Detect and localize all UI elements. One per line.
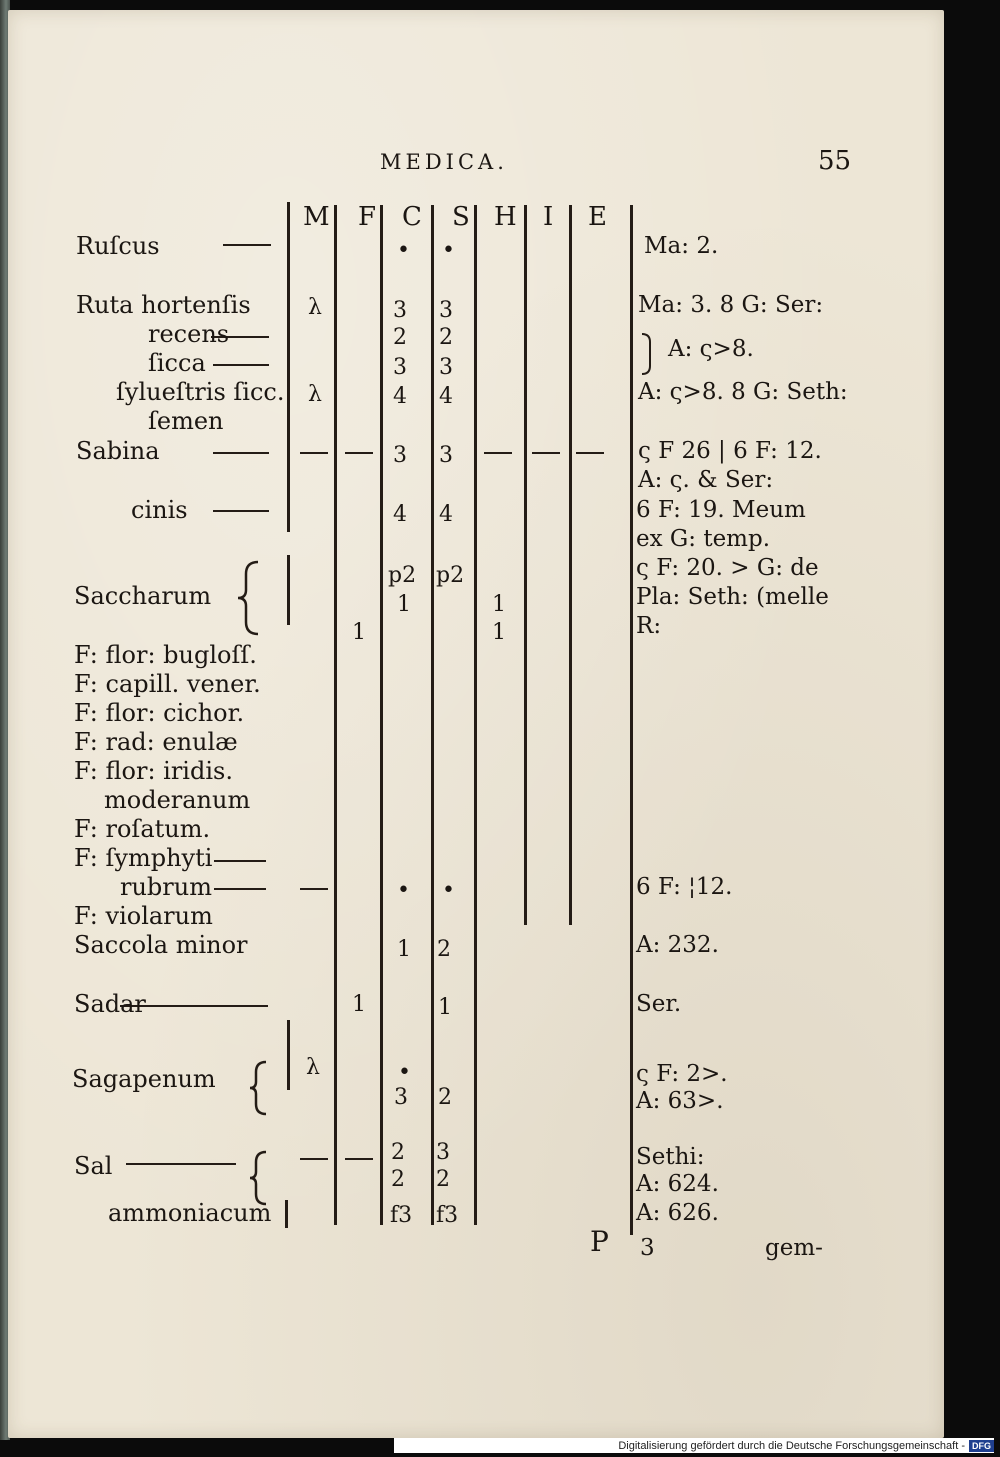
- col-head-I: I: [543, 202, 554, 232]
- leader-rubrum: [214, 888, 266, 890]
- row-name: F: flor: bugloſſ.: [74, 641, 257, 669]
- dash-sal-M: [300, 1158, 328, 1160]
- signature-mark: P: [590, 1225, 609, 1258]
- dfg-logo: DFG: [969, 1440, 994, 1452]
- running-head: MEDICA.: [380, 150, 508, 174]
- cell-S: •: [442, 878, 455, 903]
- cell-M: λ: [308, 295, 322, 320]
- leader-sabina: [213, 452, 269, 454]
- cell-M: λ: [306, 1055, 320, 1080]
- row-name: Saccharum: [74, 582, 212, 610]
- cell-C: •: [398, 1060, 411, 1085]
- cell-C: f3: [390, 1203, 413, 1228]
- row-name: Sabina: [76, 437, 160, 465]
- row-name: F: flor: cichor.: [74, 699, 245, 727]
- cell-C: •: [397, 878, 410, 903]
- row-name: rubrum: [120, 873, 212, 901]
- leader-cinis: [213, 510, 269, 512]
- cell-S: 4: [439, 502, 453, 527]
- brace-saccharum: [236, 560, 262, 636]
- rule-0a: [287, 202, 290, 532]
- cell-S: 4: [439, 384, 453, 409]
- ref: 6 F: ¦12.: [636, 874, 733, 900]
- page-number: 55: [818, 146, 852, 176]
- dash-sabina-F: [345, 452, 373, 454]
- row-name: cinis: [131, 496, 188, 524]
- leader-sal: [126, 1163, 236, 1165]
- footer-text: Digitalisierung gefördert durch die Deutsche Forschungsgemeinschaft -: [618, 1439, 965, 1452]
- ref: ς F 26 | 6 F: 12.: [638, 438, 822, 464]
- cell-C: 4: [393, 384, 407, 409]
- book-page: [8, 10, 944, 1438]
- dash-sabina-E: [576, 452, 604, 454]
- ref: A: 232.: [636, 932, 719, 958]
- cell-C: 3: [393, 298, 407, 323]
- row-name: F: capill. vener.: [74, 670, 261, 698]
- row-name: ammoniacum: [108, 1199, 272, 1227]
- dash-sal-F: [345, 1158, 373, 1160]
- row-name: ſylueſtris ſicc.: [116, 378, 285, 406]
- col-head-S: S: [452, 202, 470, 232]
- row-name: Sadar: [74, 990, 146, 1018]
- ref: Ser.: [636, 991, 682, 1017]
- cell-C: 3: [394, 1085, 408, 1110]
- row-name: ſicca: [148, 349, 206, 377]
- cell-S: 3: [439, 355, 453, 380]
- ref: ς F: 2>.: [636, 1061, 728, 1087]
- cell-S: f3: [436, 1203, 459, 1228]
- ref: A: ς>8.: [668, 336, 754, 362]
- row-name: Ruſcus: [76, 232, 160, 260]
- ref: Sethi:: [636, 1144, 705, 1170]
- rule-7: [630, 205, 633, 1235]
- row-name: F: flor: iridis.: [74, 757, 233, 785]
- cell-C: 2: [393, 325, 407, 350]
- cell-F: 1: [352, 992, 366, 1017]
- ref: 6 F: 19. Meum: [636, 497, 806, 523]
- rule-0d: [285, 1200, 288, 1228]
- digitization-footer: [394, 1438, 994, 1453]
- cell-S: •: [442, 238, 455, 263]
- ref: A: ς>8. 8 G: Seth:: [638, 379, 848, 405]
- dash-sabina-M: [300, 452, 328, 454]
- rule-6: [569, 205, 572, 925]
- rule-5: [524, 205, 527, 925]
- cell-C: 3: [393, 355, 407, 380]
- catchword: gem-: [765, 1235, 823, 1261]
- ref: R:: [636, 613, 662, 639]
- rule-0c: [287, 1020, 290, 1090]
- col-head-M: M: [303, 202, 330, 232]
- leader-sicca: [213, 364, 269, 366]
- row-name: Sal: [74, 1152, 113, 1180]
- row-name: F: roſatum.: [74, 815, 211, 843]
- col-head-C: C: [402, 202, 422, 232]
- cell-S: 2: [437, 937, 451, 962]
- rule-1: [334, 205, 337, 1225]
- row-name: recens: [148, 320, 230, 348]
- cell-C: •: [397, 238, 410, 263]
- ref: A: 626.: [636, 1200, 719, 1226]
- cell-C: 4: [393, 502, 407, 527]
- brace-sal: [248, 1150, 270, 1206]
- ref: A: 624.: [636, 1171, 719, 1197]
- bracket-recens: [640, 332, 656, 376]
- row-name: Saccola minor: [74, 931, 248, 959]
- ref: Pla: Seth: (melle: [636, 584, 829, 610]
- row-name: ſemen: [148, 407, 224, 435]
- row-name: F: ſymphyti: [74, 844, 213, 872]
- cell-S: 2: [438, 1085, 452, 1110]
- ref: A: 63>.: [636, 1088, 724, 1114]
- rule-3: [431, 205, 434, 1225]
- cell-F: 1: [352, 620, 366, 645]
- cell-S: 3: [436, 1140, 450, 1165]
- dash-sabina-H: [484, 452, 512, 454]
- cell-S: p2: [436, 563, 465, 588]
- dash-rubrum-M: [300, 888, 328, 890]
- row-name: Sagapenum: [72, 1065, 216, 1093]
- cell-S: 3: [439, 298, 453, 323]
- row-name: F: violarum: [74, 902, 213, 930]
- signature-number: 3: [640, 1235, 655, 1261]
- col-head-F: F: [358, 202, 377, 232]
- col-head-E: E: [588, 202, 607, 232]
- cell-C: 1: [397, 937, 411, 962]
- cell-H: 1: [492, 592, 506, 617]
- cell-S: 3: [439, 443, 453, 468]
- ref: Ma: 3. 8 G: Ser:: [638, 292, 824, 318]
- brace-sagapenum: [248, 1060, 270, 1116]
- col-head-H: H: [494, 202, 517, 232]
- row-name: moderanum: [104, 786, 251, 814]
- cell-C: p2: [388, 563, 417, 588]
- ref: ς F: 20. > G: de: [636, 555, 819, 581]
- cell-S: 2: [439, 325, 453, 350]
- cell-H: 1: [492, 620, 506, 645]
- row-name: Ruta hortenſis: [76, 291, 251, 319]
- ref: A: ς. & Ser:: [638, 467, 774, 493]
- cell-C: 2: [391, 1167, 405, 1192]
- cell-S: 1: [438, 995, 452, 1020]
- rule-0b: [287, 555, 290, 625]
- cell-C: 1: [397, 592, 411, 617]
- ref: Ma: 2.: [644, 233, 719, 259]
- rule-4: [474, 205, 477, 1225]
- row-name: F: rad: enulæ: [74, 728, 238, 756]
- cell-S: 2: [436, 1167, 450, 1192]
- cell-C: 2: [391, 1140, 405, 1165]
- cell-M: λ: [308, 382, 322, 407]
- dash-sabina-I: [532, 452, 560, 454]
- leader-ruscus: [223, 244, 271, 246]
- rule-2: [380, 205, 383, 1225]
- cell-C: 3: [393, 443, 407, 468]
- ref: ex G: temp.: [636, 526, 771, 552]
- leader-symphyti: [214, 860, 266, 862]
